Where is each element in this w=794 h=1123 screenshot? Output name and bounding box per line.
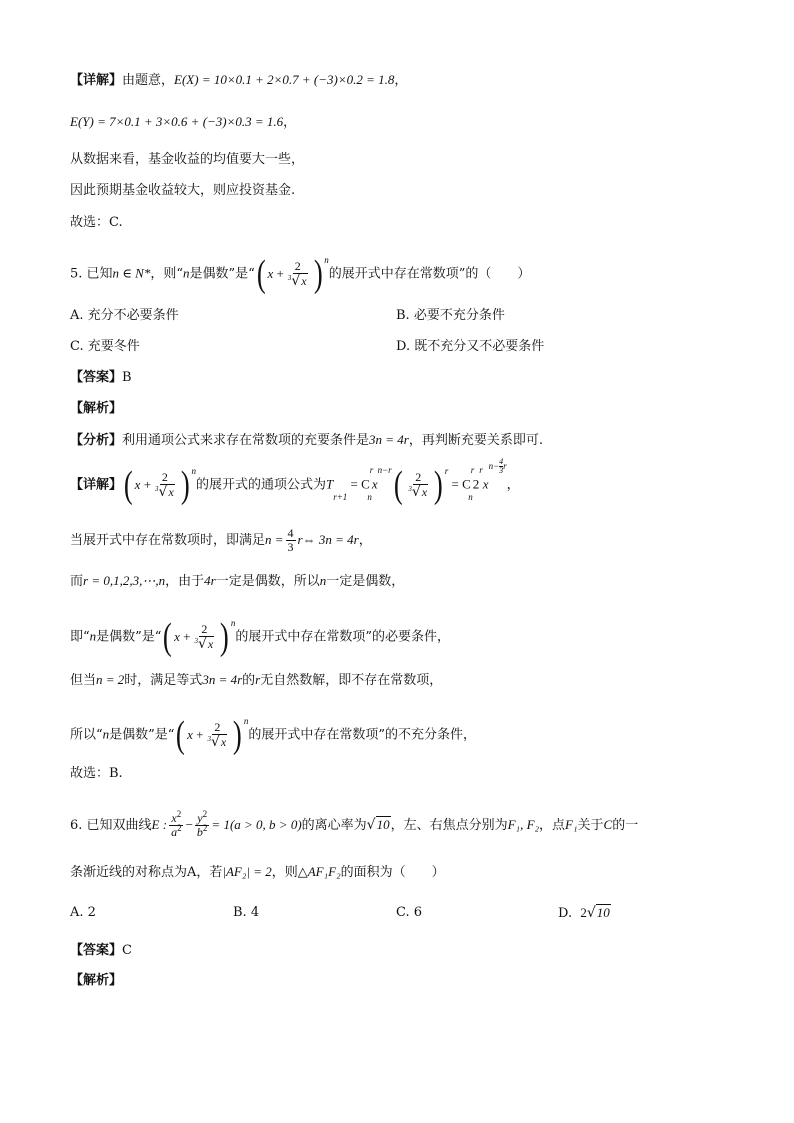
binomial-expr: ( x + $\frac{2}{^3√x}$ ) n: [256, 253, 329, 295]
q5-analysis-label: 【解析】: [70, 401, 123, 416]
q6-option-b: B. 4: [233, 905, 260, 920]
q5-choice: 故选：B.: [70, 766, 123, 781]
detail-label: 【详解】: [70, 73, 123, 88]
q5-when-line: 当展开式中存在常数项时，即满足n = $\frac{4}{3}$ r⇔ 3n = 4r，: [70, 526, 372, 554]
q5-but-line: 但当n = 2时，满足等式3n = 4r的r无自然数解，即不存在常数项，: [70, 672, 443, 688]
q4-line3: 从数据来看，基金收益的均值要大一些，: [70, 152, 305, 167]
q6-option-a: A. 2: [70, 905, 96, 920]
q5-option-b: B. 必要不充分条件: [396, 308, 505, 323]
q5-fenxi: 【分析】利用通项公式来求存在常数项的充要条件是3n = 4r，再判断充要关系即可.: [70, 432, 544, 448]
math-ey: E(Y) = 7×0.1 + 3×0.6 + (−3)×0.3 = 1.6: [70, 114, 284, 129]
q6-option-d: D. 2√10: [558, 905, 610, 921]
q4-detail-line1: 【详解】由题意，E(X) = 10×0.1 + 2×0.7 + (−3)×0.2 = 1.8，: [70, 72, 408, 88]
q4-line4: 因此预期基金收益较大，则应投资基金.: [70, 183, 296, 198]
q6-answer: 【答案】C: [70, 943, 132, 958]
math-ex: E(X) = 10×0.1 + 2×0.7 + (−3)×0.2 = 1.8: [174, 72, 395, 87]
q5-option-d: D. 既不充分又不必要条件: [396, 339, 545, 354]
q6-option-c: C. 6: [396, 905, 423, 920]
q6-stem-line2: 条渐近线的对称点为A，若|AF₂| = 2，则△AF₁F₂的面积为（ ）: [70, 864, 445, 880]
q5-r-line: 而r = 0,1,2,3,⋯,n，由于4r一定是偶数，所以n一定是偶数，: [70, 573, 405, 589]
q5-option-c: C. 充要冬件: [70, 339, 140, 354]
q5-so-line: 所以“n是偶数”是“ ( x + $\frac{2}{^3√x}$ ) n 的展开式中存在常数项”的不充分条件，: [70, 714, 477, 756]
q4-detail-line2: E(Y) = 7×0.1 + 3×0.6 + (−3)×0.3 = 1.6，: [70, 114, 297, 130]
q4-choice: 故选：C.: [70, 215, 123, 230]
q5-necessary-line: 即“n是偶数”是“ ( x + $\frac{2}{^3√x}$ ) n 的展开式中存在常数项”的必要条件，: [70, 616, 451, 658]
q5-stem: 5. 已知n ∈ N*，则“n是偶数”是“ ( x + $\frac{2}{^3√x}$ ) n 的展开式中存在常数项”的（ ）: [70, 253, 531, 295]
q6-analysis-label: 【解析】: [70, 973, 123, 988]
q5-answer: 【答案】B: [70, 370, 132, 385]
q6-stem: 6. 已知双曲线E : $\frac{x^2}{a^2}$ − $\frac{y^2}{b^2}$ = 1(a > 0, b > 0)的离心率为√10，左、右焦点分别为F₁, F₂，点F₁关于C的一: [70, 809, 639, 839]
q5-option-a: A. 充分不必要条件: [70, 308, 179, 323]
q5-detail-formula: 【详解】 ( x + $\frac{2}{^3√x}$ ) n 的展开式的通项公式为$T_{r+1} = C^r_nx^{n-r}$ ( $\frac{2}{^3√x}$ ) r = $C^r_n2^rx^{n- \frac{4}{3} r}$，: [70, 457, 520, 506]
